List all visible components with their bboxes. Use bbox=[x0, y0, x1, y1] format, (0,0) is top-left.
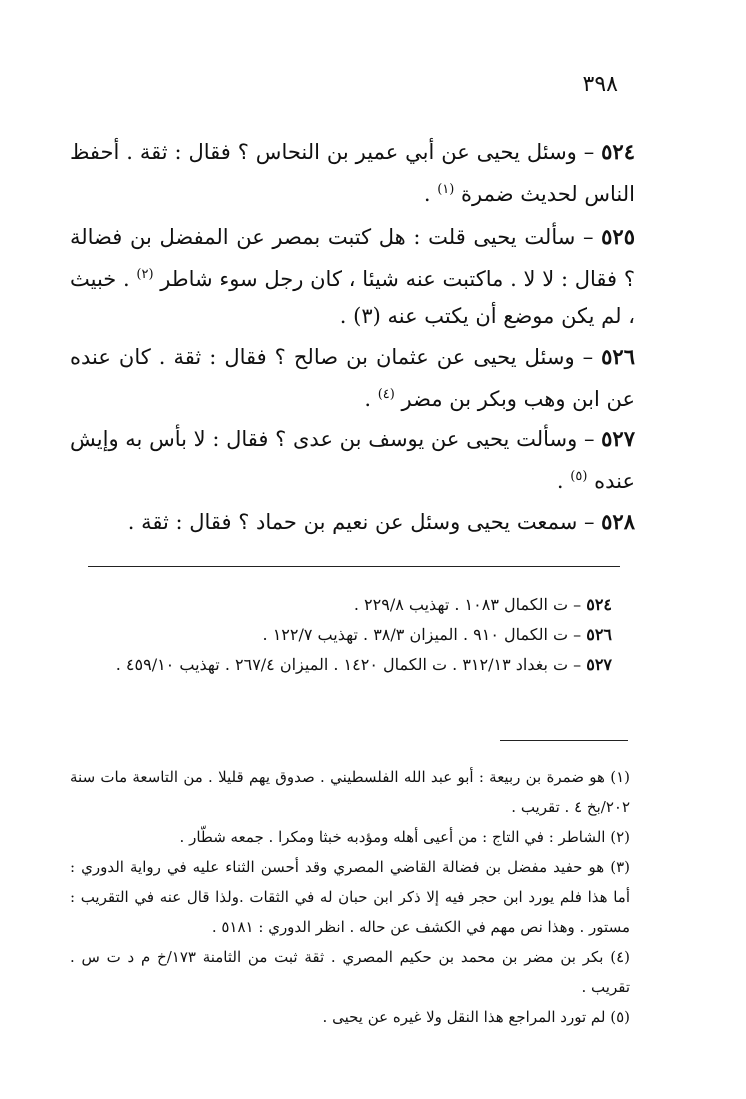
entry-number: ٥٢٨ bbox=[601, 509, 635, 534]
entry-text: – وسئل يحيى عن أبي عمير بن النحاس ؟ فقال : ثقة . أحفظ الناس لحديث ضمرة bbox=[70, 140, 635, 206]
entry-525 bbox=[70, 218, 635, 335]
footnote-marker: (١) bbox=[437, 182, 455, 197]
entry-tail: . خبيث ، لم يكن موضع أن يكتب عنه (٣) . bbox=[70, 267, 635, 328]
entry-528 bbox=[70, 503, 635, 541]
entry-524 bbox=[70, 133, 635, 213]
footnote-marker: (٢) bbox=[136, 267, 154, 282]
footnote-marker: (٤) bbox=[377, 387, 395, 402]
footnote-4: (٤) بكر بن مضر بن محمد بن حكيم المصري . ثقة ثبت من الثامنة ١٧٣/خ م د ت س . تقريب . bbox=[70, 948, 630, 996]
reference-text: – ت الكمال ٩١٠ . الميزان ٣٨/٣ . تهذيب ١٢٢/٧ . bbox=[262, 625, 587, 644]
reference-524 bbox=[72, 590, 612, 620]
entry-number: ٥٢٤ bbox=[601, 139, 635, 164]
entry-number: ٥٢٥ bbox=[601, 224, 635, 249]
entry-text: – سألت يحيى قلت : هل كتبت بمصر عن المفضل بن فضالة ؟ فقال : لا لا . ماكتبت عنه شيئا ، كان رجل سوء شاطر bbox=[70, 225, 635, 291]
entry-text: – سمعت يحيى وسئل عن نعيم بن حماد ؟ فقال : ثقة . bbox=[127, 510, 602, 534]
reference-527 bbox=[72, 650, 612, 680]
reference-number: ٥٢٤ bbox=[586, 595, 612, 614]
entry-number: ٥٢٦ bbox=[601, 344, 635, 369]
reference-text: – ت بغداد ٣١٢/١٣ . ت الكمال ١٤٢٠ . الميزان ٢٦٧/٤ . تهذيب ٤٥٩/١٠ . bbox=[115, 655, 587, 674]
reference-text: – ت الكمال ١٠٨٣ . تهذيب ٢٢٩/٨ . bbox=[353, 595, 587, 614]
footnote-5: (٥) لم تورد المراجع هذا النقل ولا غيره عن يحيى . bbox=[322, 1008, 630, 1026]
footnote-2: (٢) الشاطر : في التاج : من أعيى أهله ومؤدبه خبثا ومكرا . جمعه شطّار . bbox=[179, 828, 630, 846]
page-number: ٣٩٨ bbox=[582, 72, 618, 97]
footnote-marker: (٥) bbox=[570, 469, 588, 484]
entry-526 bbox=[70, 338, 635, 418]
section-divider bbox=[88, 566, 620, 567]
entry-tail: . bbox=[364, 387, 378, 411]
footnote-1: (١) هو ضمرة بن ربيعة : أبو عبد الله الفلسطيني . صدوق يهم قليلا . من التاسعة مات سنة ٢٠٢/بخ ٤ . تقريب . bbox=[70, 768, 630, 816]
entry-tail: . bbox=[556, 469, 571, 493]
entry-text: – وسألت يحيى عن يوسف بن عدى ؟ فقال : لا بأس به وإيش عنده bbox=[70, 427, 635, 493]
reference-number: ٥٢٧ bbox=[586, 655, 612, 674]
footnote-divider bbox=[500, 740, 628, 741]
reference-526 bbox=[72, 620, 612, 650]
entry-tail: . bbox=[423, 182, 438, 206]
reference-number: ٥٢٦ bbox=[586, 625, 612, 644]
footnote-3: (٣) هو حفيد مفضل بن فضالة القاضي المصري وقد أحسن الثناء عليه في رواية الدوري : أما هذا فلم يورد ابن حجر فيه إلا ذكر ابن حبان له في الثقات .ولذا قال عنه في التقريب : مستور . وهذا نص مهم في الكشف عن حاله . انظر الدوري : ٥١٨١ . bbox=[70, 858, 630, 936]
entry-number: ٥٢٧ bbox=[601, 426, 635, 451]
entry-527 bbox=[70, 420, 635, 500]
entry-text: – وسئل يحيى عن عثمان بن صالح ؟ فقال : ثقة . كان عنده عن ابن وهب وبكر بن مضر bbox=[70, 345, 635, 411]
